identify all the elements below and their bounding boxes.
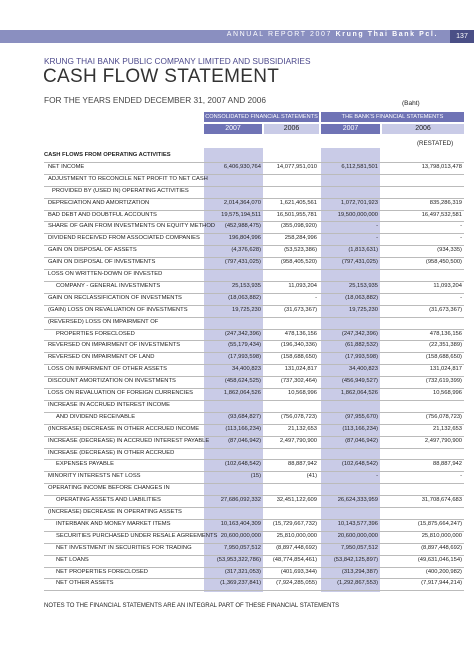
row-label: NET PROPERTIES FORECLOSED	[56, 568, 148, 575]
row-label: AND DIVIDEND RECEIVABLE	[56, 413, 136, 420]
row-label: NET INVESTMENT IN SECURITIES FOR TRADING	[56, 544, 192, 551]
row-value: (18,063,882)	[345, 294, 378, 301]
row-value: (317,321,053)	[224, 568, 261, 575]
row-value: (797,431,025)	[224, 259, 261, 266]
row-value: 10,163,404,309	[220, 520, 261, 527]
row-label: GAIN ON RECLASSIFICATION OF INVESTMENTS	[48, 294, 182, 301]
row-value: (53,523,386)	[284, 247, 317, 254]
row-value: -	[460, 473, 462, 480]
table-row	[44, 317, 464, 329]
table-row	[44, 471, 464, 483]
row-value: 19,725,230	[348, 306, 378, 313]
row-value: 21,132,653	[287, 425, 317, 432]
row-value: 10,568,996	[287, 390, 317, 396]
table-row	[44, 531, 464, 543]
row-value: (196,340,336)	[280, 342, 317, 349]
row-value: (732,619,399)	[425, 378, 462, 385]
row-value: (31,673,367)	[284, 306, 317, 313]
row-value: 1,862,064,526	[340, 390, 378, 396]
table-row	[44, 352, 464, 364]
row-value: 19,575,194,511	[221, 211, 261, 218]
row-value: (958,450,500)	[425, 259, 462, 266]
row-label: BAD DEBT AND DOUBTFUL ACCOUNTS	[48, 211, 157, 218]
row-value: 478,136,156	[284, 330, 317, 337]
row-value: 20,600,000,000	[220, 532, 261, 539]
row-value: 34,400,823	[348, 366, 378, 373]
row-value: (48,774,854,461)	[272, 556, 317, 563]
table-row	[44, 507, 464, 519]
report-title: ANNUAL REPORT 2007	[226, 31, 333, 38]
table-row	[44, 198, 464, 210]
table-row	[44, 388, 464, 400]
footnote: NOTES TO THE FINANCIAL STATEMENTS ARE AN INTEGRAL PART OF THESE FINANCIAL STATEMENTS	[44, 603, 340, 609]
row-value: 7,950,057,512	[340, 544, 378, 551]
row-value: 20,600,000,000	[337, 532, 378, 539]
row-value: 32,451,122,609	[276, 497, 317, 504]
row-value: 31,708,674,683	[421, 497, 462, 504]
row-value: (31,673,367)	[429, 306, 462, 313]
row-label: INCREASE (DECREASE) IN OTHER ACCRUED	[48, 449, 175, 456]
row-value: (17,993,598)	[345, 354, 378, 361]
table-row	[44, 567, 464, 579]
row-value: (87,046,942)	[345, 437, 378, 444]
row-value: 19,725,230	[231, 306, 261, 313]
row-label: LOSS ON WRITTEN-DOWN OF INVESTED	[48, 271, 163, 277]
row-value: (113,166,234)	[225, 425, 261, 432]
table-row	[44, 555, 464, 567]
row-label: REVERSED ON IMPAIRMENT OF LAND	[48, 354, 155, 361]
row-label: NET OTHER ASSETS	[56, 580, 114, 587]
row-value: (158,688,650)	[425, 354, 462, 361]
table-row	[44, 186, 464, 198]
table-row	[44, 578, 464, 590]
row-value: (958,405,520)	[280, 259, 317, 266]
row-value: -	[376, 223, 378, 230]
row-value: (1,813,631)	[348, 247, 378, 254]
table-row	[44, 483, 464, 495]
row-value: (1,292,867,553)	[337, 580, 378, 587]
row-value: (87,046,942)	[228, 437, 261, 444]
row-value: 13,798,013,478	[421, 163, 462, 170]
row-value: 6,406,930,764	[223, 163, 261, 170]
year-header-consolidated-2006: 2006	[264, 124, 319, 134]
year-header-bank-2006: 2006	[382, 124, 464, 134]
row-value: (41)	[306, 473, 317, 480]
row-value: 25,153,935	[348, 282, 378, 289]
row-value: 1,072,701,923	[340, 199, 378, 206]
row-label: (REVERSED) LOSS ON IMPAIRMENT OF	[48, 318, 159, 325]
row-value: 10,143,577,396	[337, 520, 378, 527]
row-value: 34,400,823	[231, 366, 261, 373]
row-value: (55,179,434)	[228, 342, 261, 349]
table-row	[44, 245, 464, 257]
row-value: 196,804,996	[228, 235, 261, 242]
row-label: (INCREASE) DECREASE IN OPERATING ASSETS	[48, 509, 182, 515]
row-divider	[44, 590, 464, 591]
row-value: (797,431,025)	[341, 259, 378, 266]
row-label: DISCOUNT AMORTIZATION ON INVESTMENTS	[48, 378, 176, 385]
reporting-period: FOR THE YEARS ENDED DECEMBER 31, 2007 AND 2006	[44, 95, 266, 105]
row-value: (97,955,670)	[345, 413, 378, 420]
row-value: (15,875,664,247)	[417, 520, 462, 527]
row-label: CASH FLOWS FROM OPERATING ACTIVITIES	[44, 152, 171, 158]
row-value: 7,950,057,512	[223, 544, 261, 551]
table-row	[44, 412, 464, 424]
row-value: (93,684,827)	[228, 413, 261, 420]
row-label: LOSS ON IMPAIRMENT OF OTHER ASSETS	[48, 366, 167, 373]
row-value: (18,063,882)	[228, 294, 261, 301]
row-value: 1,862,064,526	[223, 390, 261, 396]
row-value: 2,014,364,070	[223, 199, 261, 206]
row-label: DIVIDEND RECEIVED FROM ASSOCIATED COMPANIES	[48, 235, 200, 242]
row-label: DEPRECIATION AND AMORTIZATION	[48, 199, 150, 206]
row-label: INCREASE (DECREASE) IN ACCRUED INTEREST PAYABLE	[48, 437, 210, 444]
row-value: 1,621,405,561	[279, 199, 317, 206]
row-value: (102,648,542)	[224, 461, 261, 468]
row-label: NET INCOME	[48, 163, 85, 170]
row-value: 88,887,942	[287, 461, 317, 468]
page-title: CASH FLOW STATEMENT	[43, 66, 280, 87]
row-value: 6,112,581,501	[341, 163, 378, 170]
table-row	[44, 436, 464, 448]
row-value: 131,024,817	[429, 366, 462, 373]
row-value: 478,136,156	[429, 330, 462, 337]
consolidated-header: CONSOLIDATED FINANCIAL STATEMENTS	[205, 114, 318, 120]
row-label: EXPENSES PAYABLE	[56, 461, 114, 468]
row-value: (934,335)	[437, 247, 462, 254]
table-row	[44, 495, 464, 507]
table-row	[44, 269, 464, 281]
row-value: (756,078,723)	[280, 413, 317, 420]
row-label: MINORITY INTERESTS NET LOSS	[48, 473, 141, 480]
row-value: 14,077,951,010	[276, 163, 317, 170]
row-value: -	[460, 235, 462, 242]
row-label: LOSS ON REVALUATION OF FOREIGN CURRENCIES	[48, 390, 194, 396]
table-row	[44, 257, 464, 269]
table-row	[44, 519, 464, 531]
table-row	[44, 150, 464, 162]
row-value: 258,284,996	[284, 235, 317, 242]
row-value: 2,497,790,900	[279, 437, 317, 444]
row-value: 10,568,996	[432, 390, 462, 396]
report-header-bar	[0, 30, 474, 43]
row-value: (737,302,464)	[280, 378, 317, 385]
company-name: KRUNG THAI BANK PUBLIC COMPANY LIMITED AND SUBSIDIARIES	[44, 56, 311, 66]
row-label: INCREASE IN ACCRUED INTEREST INCOME	[48, 401, 170, 408]
row-value: (8,897,448,692)	[276, 544, 317, 551]
row-value: -	[460, 294, 462, 301]
table-row	[44, 400, 464, 412]
row-label: PROVIDED BY (USED IN) OPERATING ACTIVITIES	[52, 187, 189, 194]
row-value: (49,631,046,154)	[417, 556, 462, 563]
table-row	[44, 293, 464, 305]
row-value: 11,093,204	[288, 282, 317, 289]
table-row	[44, 281, 464, 293]
row-value: (22,351,389)	[429, 342, 462, 349]
row-value: (158,688,650)	[280, 354, 317, 361]
row-label: ADJUSTMENT TO RECONCILE NET PROFIT TO NET CASH	[48, 175, 208, 182]
row-value: (400,200,982)	[425, 568, 462, 575]
row-value: 19,500,000,000	[337, 211, 378, 218]
row-label: NET LOANS	[56, 556, 89, 563]
row-label: OPERATING ASSETS AND LIABILITIES	[56, 497, 161, 504]
year-header-consolidated-2007: 2007	[204, 124, 262, 134]
row-value: (452,988,475)	[224, 223, 261, 230]
table-row	[44, 376, 464, 388]
table-row	[44, 174, 464, 186]
row-label: REVERSED ON IMPAIRMENT OF INVESTMENTS	[48, 342, 181, 349]
row-label: (INCREASE) DECREASE IN OTHER ACCRUED INCOME	[48, 425, 200, 432]
row-value: 25,153,935	[231, 282, 261, 289]
row-value: -	[376, 473, 378, 480]
report-header-text	[227, 31, 438, 38]
row-label: OPERATING INCOME BEFORE CHANGES IN	[48, 485, 170, 492]
row-value: (1,369,237,841)	[220, 580, 261, 587]
row-label: INTERBANK AND MONEY MARKET ITEMS	[56, 520, 171, 527]
table-row	[44, 329, 464, 341]
row-value: 27,686,092,332	[220, 497, 261, 504]
row-value: -	[460, 223, 462, 230]
row-value: (401,693,344)	[280, 568, 317, 575]
row-value: (756,078,723)	[425, 413, 462, 420]
row-value: 131,024,817	[284, 366, 317, 373]
row-value: 88,887,942	[432, 461, 462, 468]
row-value: (4,376,628)	[231, 247, 261, 254]
year-header-bank-2007: 2007	[321, 124, 380, 134]
row-value: (8,897,448,692)	[421, 544, 462, 551]
table-row	[44, 448, 464, 460]
row-value: (61,882,532)	[345, 342, 378, 349]
table-row	[44, 364, 464, 376]
table-row	[44, 340, 464, 352]
row-label: GAIN ON DISPOSAL OF ASSETS	[48, 247, 137, 254]
bank-name: Krung Thai Bank Pcl.	[335, 31, 438, 38]
table-row	[44, 221, 464, 233]
row-label: SHARE OF GAIN FROM INVESTMENTS ON EQUITY METHOD	[48, 223, 216, 230]
row-value: -	[376, 235, 378, 242]
row-value: 11,093,204	[433, 282, 462, 289]
row-label: PROPERTIES FORECLOSED	[56, 330, 135, 337]
row-value: 16,501,955,781	[276, 211, 317, 218]
row-value: 2,497,790,900	[424, 437, 462, 444]
table-row	[44, 305, 464, 317]
row-value: 25,810,000,000	[276, 532, 317, 539]
row-value: (102,648,542)	[341, 461, 378, 468]
table-row	[44, 233, 464, 245]
row-value: 25,810,000,000	[421, 532, 462, 539]
row-value: (15)	[250, 473, 261, 480]
row-value: (53,842,125,897)	[333, 556, 378, 563]
row-value: (355,098,920)	[280, 223, 317, 230]
row-value: (247,342,396)	[224, 330, 261, 337]
row-label: GAIN ON DISPOSAL OF INVESTMENTS	[48, 259, 156, 266]
row-value: (458,624,525)	[224, 378, 261, 385]
row-value: (113,166,234)	[342, 425, 378, 432]
row-label: COMPANY - GENERAL INVESTMENTS	[56, 282, 161, 289]
row-label: (GAIN) LOSS ON REVALUATION OF INVESTMENTS	[48, 306, 188, 313]
page-number: 137	[450, 30, 474, 43]
row-value: 16,497,532,581	[421, 211, 462, 218]
row-value: (53,953,322,786)	[216, 556, 261, 563]
table-row	[44, 162, 464, 174]
row-value: -	[315, 294, 317, 301]
row-value: (7,924,285,055)	[276, 580, 317, 587]
bank-header: THE BANK'S FINANCIAL STATEMENTS	[321, 112, 464, 122]
row-value: 835,286,319	[429, 199, 462, 206]
table-row	[44, 543, 464, 555]
currency-unit: (Baht)	[402, 100, 420, 107]
row-value: (456,949,527)	[341, 378, 378, 385]
row-value: (17,993,598)	[228, 354, 261, 361]
row-value: (7,917,944,214)	[421, 580, 462, 587]
row-value: (15,729,667,732)	[272, 520, 317, 527]
table-row	[44, 210, 464, 222]
row-label: SECURITIES PURCHASED UNDER RESALE AGREEMENTS	[56, 532, 218, 539]
row-value: (247,342,396)	[341, 330, 378, 337]
restated-label: (RESTATED)	[417, 140, 454, 147]
table-row	[44, 424, 464, 436]
row-value: 26,624,333,959	[337, 497, 378, 504]
table-row	[44, 459, 464, 471]
row-value: 21,132,653	[432, 425, 462, 432]
row-value: (313,294,387)	[341, 568, 378, 575]
